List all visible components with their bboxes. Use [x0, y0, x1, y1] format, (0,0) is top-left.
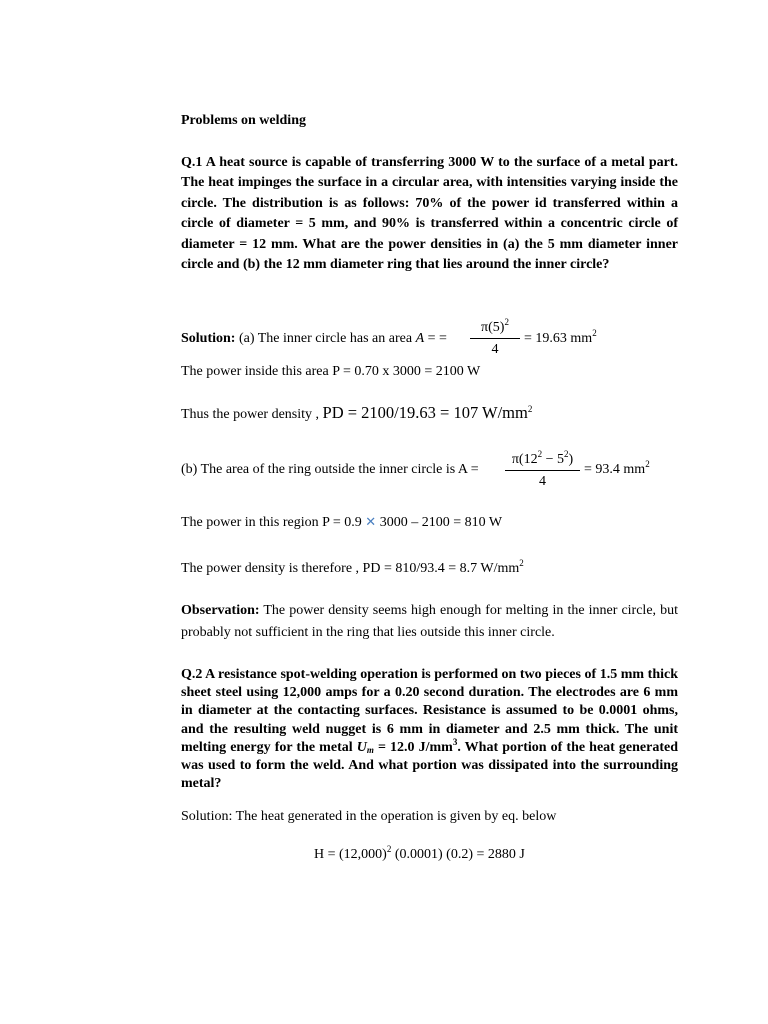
solution-1a-line [181, 331, 447, 347]
inner-area-result: = 19.63 $mm^2$ [524, 328, 597, 346]
unit-melting-energy-variable: $U_m$ [356, 739, 374, 755]
observation [181, 600, 678, 644]
multiply-mark-icon: ✕ [365, 515, 377, 530]
ring-area-text: (b) The area of the ring outside the inner circle is A = [181, 462, 479, 477]
final-density-line: The power density is therefore , PD = 810/93.4 = 8.7 $W/mm^2$ [181, 558, 524, 576]
observation-label: Observation: [181, 603, 260, 618]
observation-text: The power density seems high enough for melting in the inner circle, but probably not sufficient in the ring that lies outside this inner circle. [181, 603, 678, 640]
inner-area-denominator: 4 [491, 342, 499, 357]
question-2: Q.2 A resistance spot-welding operation is performed on two pieces of 1.5 mm thick sheet steel using 12,000 amps for a 0.20 second duration. The electrodes are 6 mm in diameter at the contacting surfaces. Resistance is assumed to be 0.0001 ohms, and the resulting weld nugget is 6 mm in diameter and 2.5 mm thick. The unit melting energy for the metal $U_m = 12.0$ $J/mm^3$. What portion of the heat generated was used to form the weld. And what portion was dissipated into the surrounding metal? [181, 667, 679, 792]
heat-equation: $H = (12,000)^2$ (0.0001) (0.2) = 2880 J [314, 844, 525, 862]
power-inside-line: The power inside this area P = 0.70 x 3000 = 2100 W [181, 364, 481, 379]
ring-area-fraction [505, 449, 580, 490]
solution-2-intro: Solution: The heat generated in the operation is given by eq. below [181, 809, 557, 824]
question-1: Q.1 A heat source is capable of transferring 3000 W to the surface of a metal part. The heat impinges the surface in a circular area, with intensities varying inside the circle. The distribution is as follows: 70% of the power id transferred within a circle of diameter = 5 mm, and 90% is transferred within a concentric circle of diameter = 12 mm. What are the power densities in (a) the 5 mm diameter inner circle and (b) the 12 mm diameter ring that lies around the inner circle? [181, 155, 678, 273]
power-density-prefix: Thus the power density , [181, 407, 320, 422]
inner-area-fraction [470, 317, 520, 358]
power-density-line [181, 403, 532, 423]
power-density-value: PD = 2100/19.63 = 107 $W/mm^2$ [322, 403, 533, 422]
power-region-line: The power in this region P = 0.9 ✕ 3000 – 2100 = 810 W [181, 515, 503, 530]
area-variable: A [415, 331, 425, 346]
ring-area-result: = 93.4 $mm^2$ [584, 459, 650, 477]
ring-area-denominator: 4 [539, 474, 546, 489]
solution-1a-text: (a) The inner circle has an area [238, 331, 413, 346]
inner-area-numerator: $\pi(5)^2$ [470, 320, 520, 339]
solution-label: Solution: [181, 331, 236, 346]
area-equals: = = [427, 331, 447, 346]
ring-area-numerator: $\pi(12^2 - 5^2)$ [505, 452, 580, 471]
page-title: Problems on welding [181, 113, 306, 128]
